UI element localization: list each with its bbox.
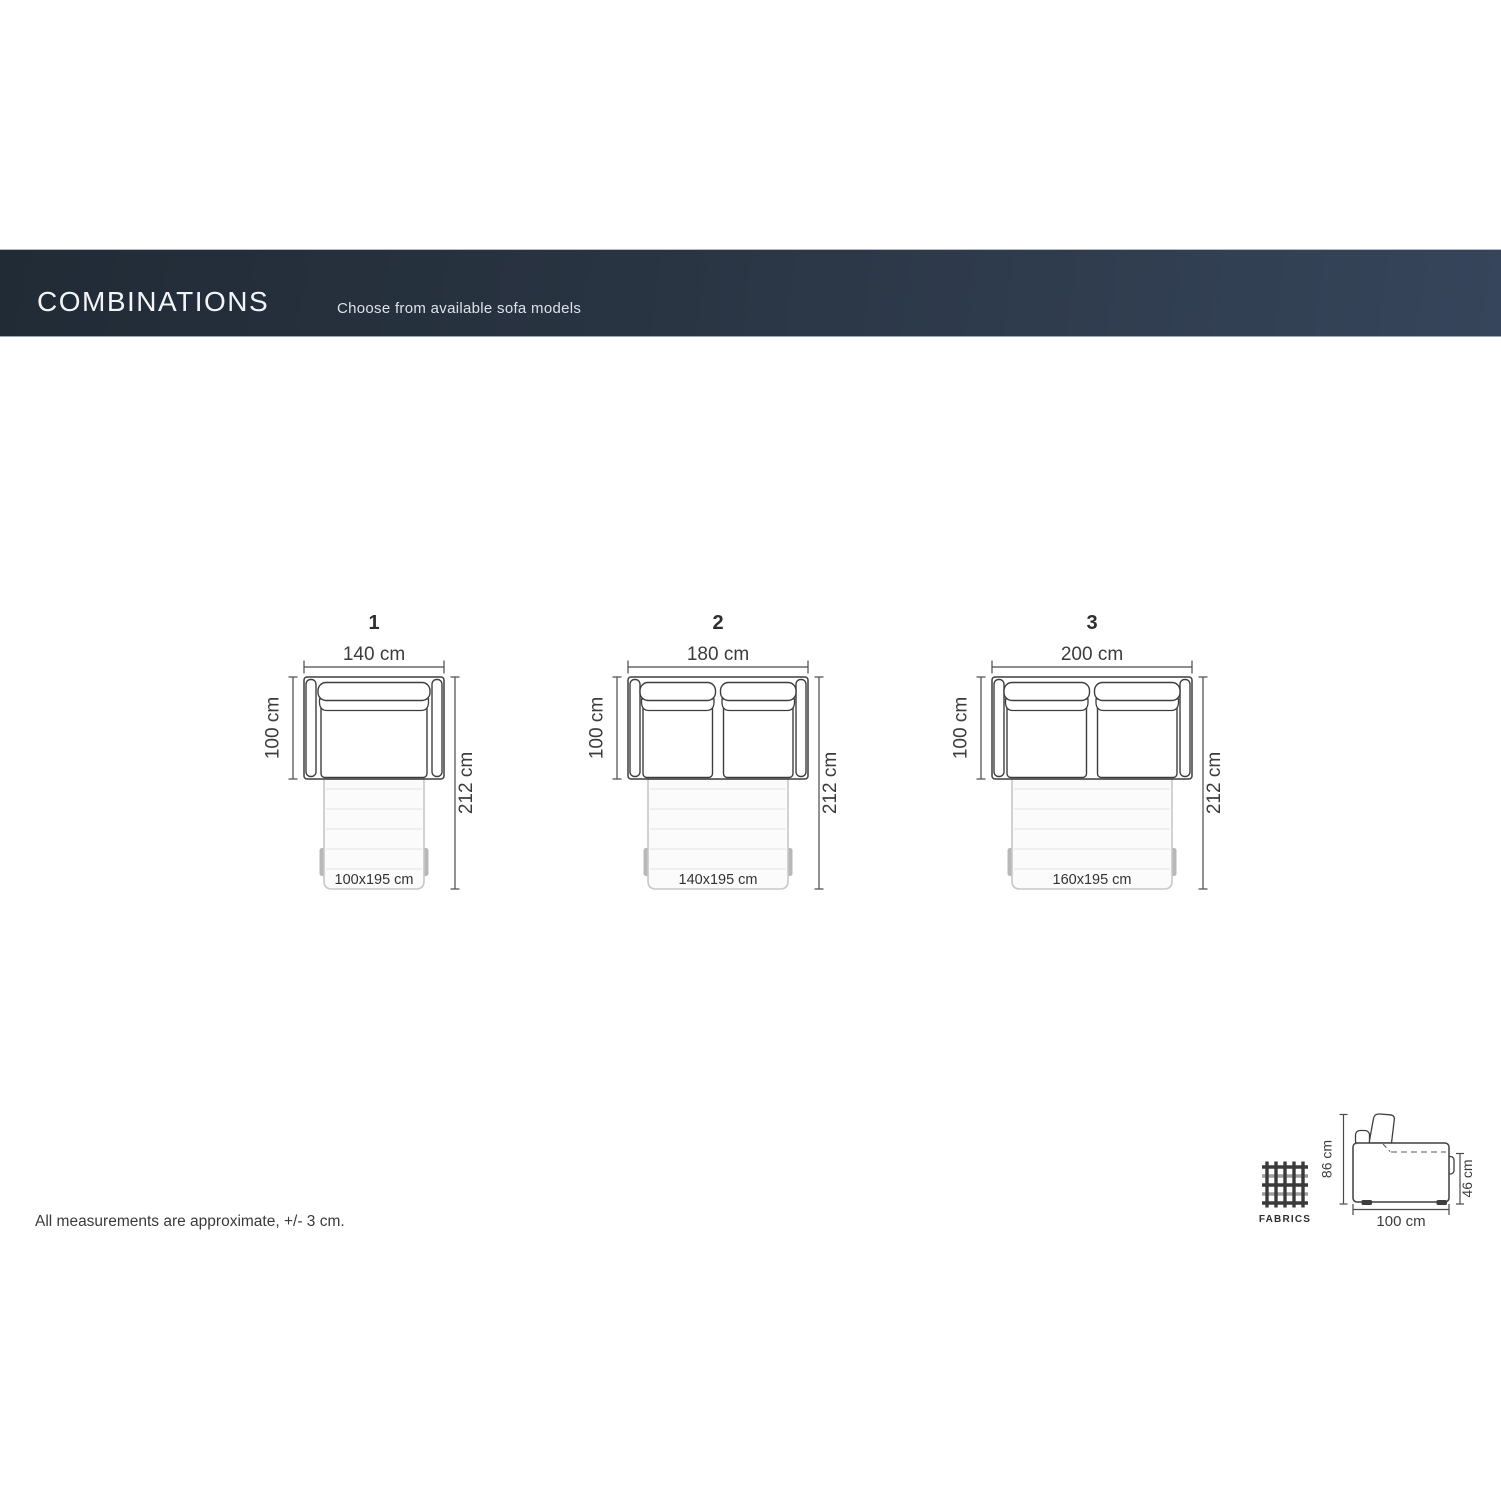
- side-height-label: 86 cm: [1318, 1139, 1335, 1179]
- back-cushion: [318, 683, 430, 701]
- armrest-left: [994, 680, 1004, 777]
- fabrics-icon: [1259, 1162, 1311, 1226]
- back-cushion: [1004, 683, 1090, 701]
- sofa-diagram-3: [951, 612, 1226, 889]
- section-title: COMBINATIONS: [37, 286, 270, 317]
- sofa-side-view: [1319, 1114, 1476, 1230]
- armrest-right: [796, 680, 806, 777]
- diagram-number: 2: [712, 612, 724, 634]
- width-dimension-label: 140 cm: [342, 644, 406, 665]
- total-depth-dimension-label: 212 cm: [820, 751, 841, 815]
- seat-cushion: [724, 704, 794, 778]
- measurements-note: All measurements are approximate, +/- 3 cm.: [35, 1213, 345, 1230]
- bed-size-label: 140x195 cm: [678, 872, 758, 888]
- armrest-right: [1180, 680, 1190, 777]
- side-seat-height-label: 46 cm: [1459, 1159, 1475, 1198]
- width-dimension-label: 200 cm: [1060, 644, 1124, 665]
- bed-size-label: 100x195 cm: [334, 872, 414, 888]
- seat-cushion: [1007, 704, 1087, 778]
- armrest-left: [630, 680, 640, 777]
- back-cushion: [721, 683, 797, 701]
- total-depth-dimension-label: 212 cm: [1204, 751, 1225, 815]
- sofa-diagram-2: [587, 612, 842, 889]
- seat-cushion: [1098, 704, 1178, 778]
- bed-size-label: 160x195 cm: [1052, 872, 1132, 888]
- section-subtitle: Choose from available sofa models: [337, 300, 582, 317]
- side-foot-back: [1437, 1200, 1448, 1205]
- seat-cushion: [321, 704, 427, 778]
- sofa-diagram-1: [263, 612, 478, 889]
- side-foot-front: [1362, 1200, 1373, 1205]
- back-cushion: [640, 683, 716, 701]
- seat-cushion: [643, 704, 713, 778]
- depth-dimension-label: 100 cm: [950, 696, 972, 760]
- diagram-number: 3: [1086, 612, 1098, 634]
- back-cushion: [1095, 683, 1181, 701]
- fabrics-label: FABRICS: [1258, 1214, 1312, 1225]
- width-dimension-label: 180 cm: [686, 644, 750, 665]
- side-depth-label: 100 cm: [1376, 1213, 1426, 1230]
- armrest-left: [306, 680, 316, 777]
- armrest-right: [432, 680, 442, 777]
- side-backrest: [1369, 1114, 1394, 1143]
- depth-dimension-label: 100 cm: [262, 696, 284, 760]
- depth-dimension-label: 100 cm: [586, 696, 608, 760]
- diagram-number: 1: [368, 612, 380, 634]
- total-depth-dimension-label: 212 cm: [456, 751, 477, 815]
